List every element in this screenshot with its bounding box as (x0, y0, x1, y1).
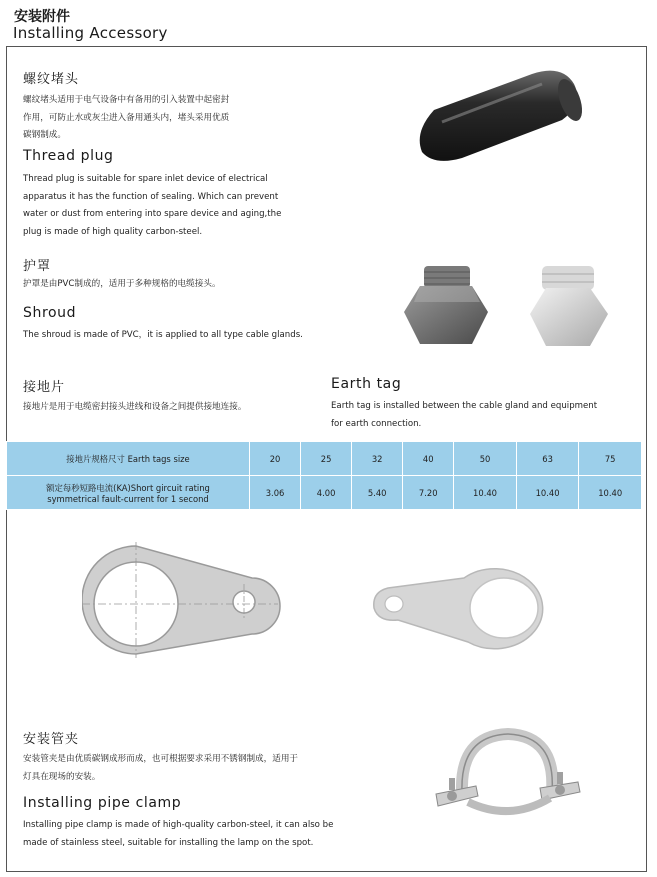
shroud-desc-en: The shroud is made of PVC，it is applied to all type cable glands. (23, 330, 303, 340)
table-row-label-line: 额定每秒短路电流(KA)Short gircuit rating (46, 482, 210, 493)
earth-tag-desc-en-line: Earth tag is installed between the cable gland and equipment (331, 401, 598, 411)
table-row-label: 接地片规格尺寸 Earth tags size (7, 442, 250, 476)
table-cell: 40 (403, 442, 454, 476)
table-cell: 10.40 (516, 476, 579, 510)
header-title-en: Installing Accessory (13, 24, 168, 42)
thread-plug-desc-cn (23, 92, 229, 145)
thread-plug-desc-cn-line: 螺纹堵头适用于电气设备中有备用的引入装置中起密封 (23, 95, 230, 105)
earth-tag-title-cn: 接地片 (23, 380, 66, 395)
earth-tag-drawing (82, 540, 282, 660)
thread-plug-desc-en (23, 171, 281, 241)
table-cell: 3.06 (250, 476, 301, 510)
earth-tag-desc-en (331, 398, 597, 433)
table-cell: 50 (454, 442, 517, 476)
shroud-desc-cn: 护罩是由PVC制成的，适用于多种规格的电缆接头。 (23, 279, 221, 289)
table-row-label (7, 476, 250, 510)
earth-tag-spec-table (6, 441, 642, 510)
earth-tag-title-en: Earth tag (331, 376, 402, 392)
pipe-clamp-title-en: Installing pipe clamp (23, 795, 182, 811)
thread-plug-desc-cn-line: 作用，可防止水或灰尘进入备用通头内，堵头采用优质 (23, 112, 230, 123)
thread-plug-title-en: Thread plug (23, 148, 114, 164)
table-cell: 4.00 (301, 476, 352, 510)
table-cell: 10.40 (454, 476, 517, 510)
table-row (7, 476, 642, 510)
shroud-image (400, 262, 640, 352)
table-cell: 20 (250, 442, 301, 476)
table-cell: 5.40 (352, 476, 403, 510)
pipe-clamp-desc-cn (23, 751, 298, 786)
pipe-clamp-desc-en (23, 817, 333, 852)
table-cell: 7.20 (403, 476, 454, 510)
earth-tag-photo (368, 558, 554, 658)
pipe-clamp-image (432, 722, 582, 832)
table-cell: 75 (579, 442, 642, 476)
earth-tag-desc-cn: 接地片是用于电缆密封接头进线和设备之间提供接地连接。 (23, 402, 247, 412)
shroud-title-en: Shroud (23, 305, 77, 321)
table-row (7, 442, 642, 476)
thread-plug-desc-cn-line: 碳钢制成。 (23, 130, 66, 140)
pipe-clamp-desc-cn-line: 灯具在现场的安装。 (23, 771, 101, 782)
pipe-clamp-desc-cn-line: 安装管夹是由优质碳钢成形而成，也可根据要求采用不锈钢制成，适用于 (23, 754, 299, 764)
table-cell: 63 (516, 442, 579, 476)
pipe-clamp-title-cn: 安装管夹 (23, 732, 80, 747)
thread-plug-desc-en-line: Thread plug is suitable for spare inlet device of electrical (23, 174, 268, 184)
table-row-label-line: symmetrical fault-current for 1 second (47, 493, 209, 504)
thread-plug-desc-en-line: apparatus it has the function of sealing. Which can prevent (23, 191, 279, 202)
pipe-clamp-desc-en-line: made of stainless steel, suitable for installing the lamp on the spot. (23, 837, 314, 848)
thread-plug-title-cn: 螺纹堵头 (23, 72, 80, 87)
shroud-title-cn: 护罩 (23, 259, 52, 274)
pipe-clamp-desc-en-line: Installing pipe clamp is made of high-quality carbon-steel, it can also be (23, 820, 334, 830)
table-cell: 32 (352, 442, 403, 476)
thread-plug-image (412, 62, 592, 162)
thread-plug-desc-en-line: plug is made of high quality carbon-steel. (23, 226, 203, 237)
header-title-cn: 安装附件 (14, 9, 70, 25)
thread-plug-desc-en-line: water or dust from entering into spare device and aging,the (23, 209, 282, 219)
table-cell: 10.40 (579, 476, 642, 510)
earth-tag-desc-en-line: for earth connection. (331, 418, 422, 429)
table-cell: 25 (301, 442, 352, 476)
